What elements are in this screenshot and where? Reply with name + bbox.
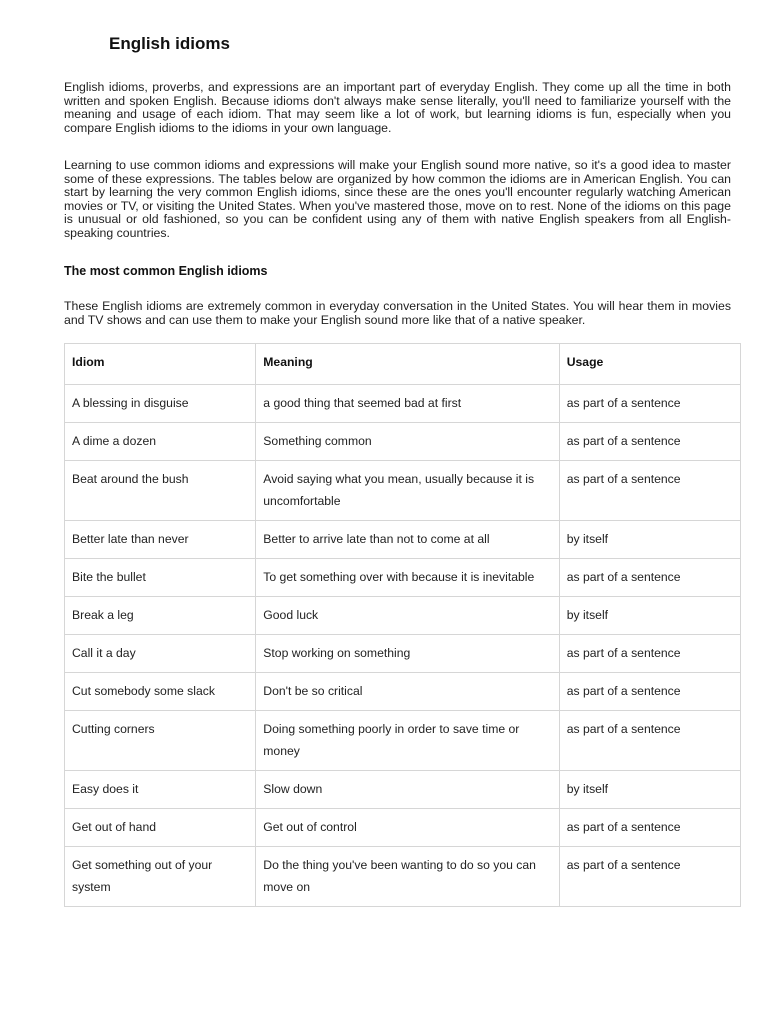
idioms-table	[64, 343, 741, 907]
usage-cell: as part of a sentence	[559, 847, 740, 907]
meaning-cell: Doing something poorly in order to save time or money	[256, 711, 559, 771]
usage-cell: as part of a sentence	[559, 559, 740, 597]
table-row	[65, 673, 741, 711]
meaning-cell: a good thing that seemed bad at first	[256, 385, 559, 423]
meaning-cell: Something common	[256, 423, 559, 461]
idiom-cell: Get something out of your system	[65, 847, 256, 907]
idiom-cell: Bite the bullet	[65, 559, 256, 597]
idiom-cell: Get out of hand	[65, 809, 256, 847]
meaning-cell: Don't be so critical	[256, 673, 559, 711]
table-row	[65, 771, 741, 809]
column-header-idiom: Idiom	[65, 344, 256, 385]
meaning-cell: Get out of control	[256, 809, 559, 847]
usage-cell: by itself	[559, 597, 740, 635]
column-header-meaning: Meaning	[256, 344, 559, 385]
idiom-cell: Cut somebody some slack	[65, 673, 256, 711]
usage-cell: by itself	[559, 521, 740, 559]
idiom-cell: Break a leg	[65, 597, 256, 635]
column-header-usage: Usage	[559, 344, 740, 385]
table-row	[65, 809, 741, 847]
table-row	[65, 423, 741, 461]
idiom-cell: Easy does it	[65, 771, 256, 809]
table-row	[65, 711, 741, 771]
usage-cell: as part of a sentence	[559, 711, 740, 771]
section-description: These English idioms are extremely common in everyday conversation in the United States. You will hear them in movies and TV shows and can use them to make your English sound more like that of a native speaker.	[64, 299, 731, 327]
table-row	[65, 597, 741, 635]
section-heading: The most common English idioms	[64, 264, 268, 278]
table-row	[65, 521, 741, 559]
usage-cell: as part of a sentence	[559, 423, 740, 461]
intro-paragraph-2: Learning to use common idioms and expressions will make your English sound more native, so it's a good idea to master some of these expressions. The tables below are organized by how common the idioms are in American English. You can start by learning the very common English idioms, since these are the ones you'll encounter regularly watching American movies or TV, or visiting the United States. When you've mastered those, move on to rest. None of the idioms on this page is unusual or old fashioned, so you can be confident using any of them with native English speakers from all English-speaking countries.	[64, 158, 731, 240]
idiom-cell: Better late than never	[65, 521, 256, 559]
usage-cell: as part of a sentence	[559, 673, 740, 711]
meaning-cell: Good luck	[256, 597, 559, 635]
idiom-cell: Cutting corners	[65, 711, 256, 771]
table-header-row	[65, 344, 741, 385]
intro-paragraph-1: English idioms, proverbs, and expressions are an important part of everyday English. They come up all the time in both written and spoken English. Because idioms don't always make sense literally, you'll need to familiarize yourself with the meaning and usage of each idiom. That may seem like a lot of work, but learning idioms is fun, especially when you compare English idioms to the idioms in your own language.	[64, 80, 731, 135]
table-row	[65, 385, 741, 423]
idiom-cell: Beat around the bush	[65, 461, 256, 521]
idiom-cell: Call it a day	[65, 635, 256, 673]
idiom-cell: A blessing in disguise	[65, 385, 256, 423]
meaning-cell: Slow down	[256, 771, 559, 809]
document-title: English idioms	[109, 34, 230, 53]
table-row	[65, 461, 741, 521]
usage-cell: as part of a sentence	[559, 809, 740, 847]
usage-cell: as part of a sentence	[559, 385, 740, 423]
meaning-cell: To get something over with because it is inevitable	[256, 559, 559, 597]
meaning-cell: Stop working on something	[256, 635, 559, 673]
table-row	[65, 559, 741, 597]
usage-cell: as part of a sentence	[559, 461, 740, 521]
usage-cell: by itself	[559, 771, 740, 809]
usage-cell: as part of a sentence	[559, 635, 740, 673]
table-row	[65, 847, 741, 907]
idiom-cell: A dime a dozen	[65, 423, 256, 461]
table-row	[65, 635, 741, 673]
meaning-cell: Better to arrive late than not to come at all	[256, 521, 559, 559]
meaning-cell: Avoid saying what you mean, usually because it is uncomfortable	[256, 461, 559, 521]
meaning-cell: Do the thing you've been wanting to do so you can move on	[256, 847, 559, 907]
